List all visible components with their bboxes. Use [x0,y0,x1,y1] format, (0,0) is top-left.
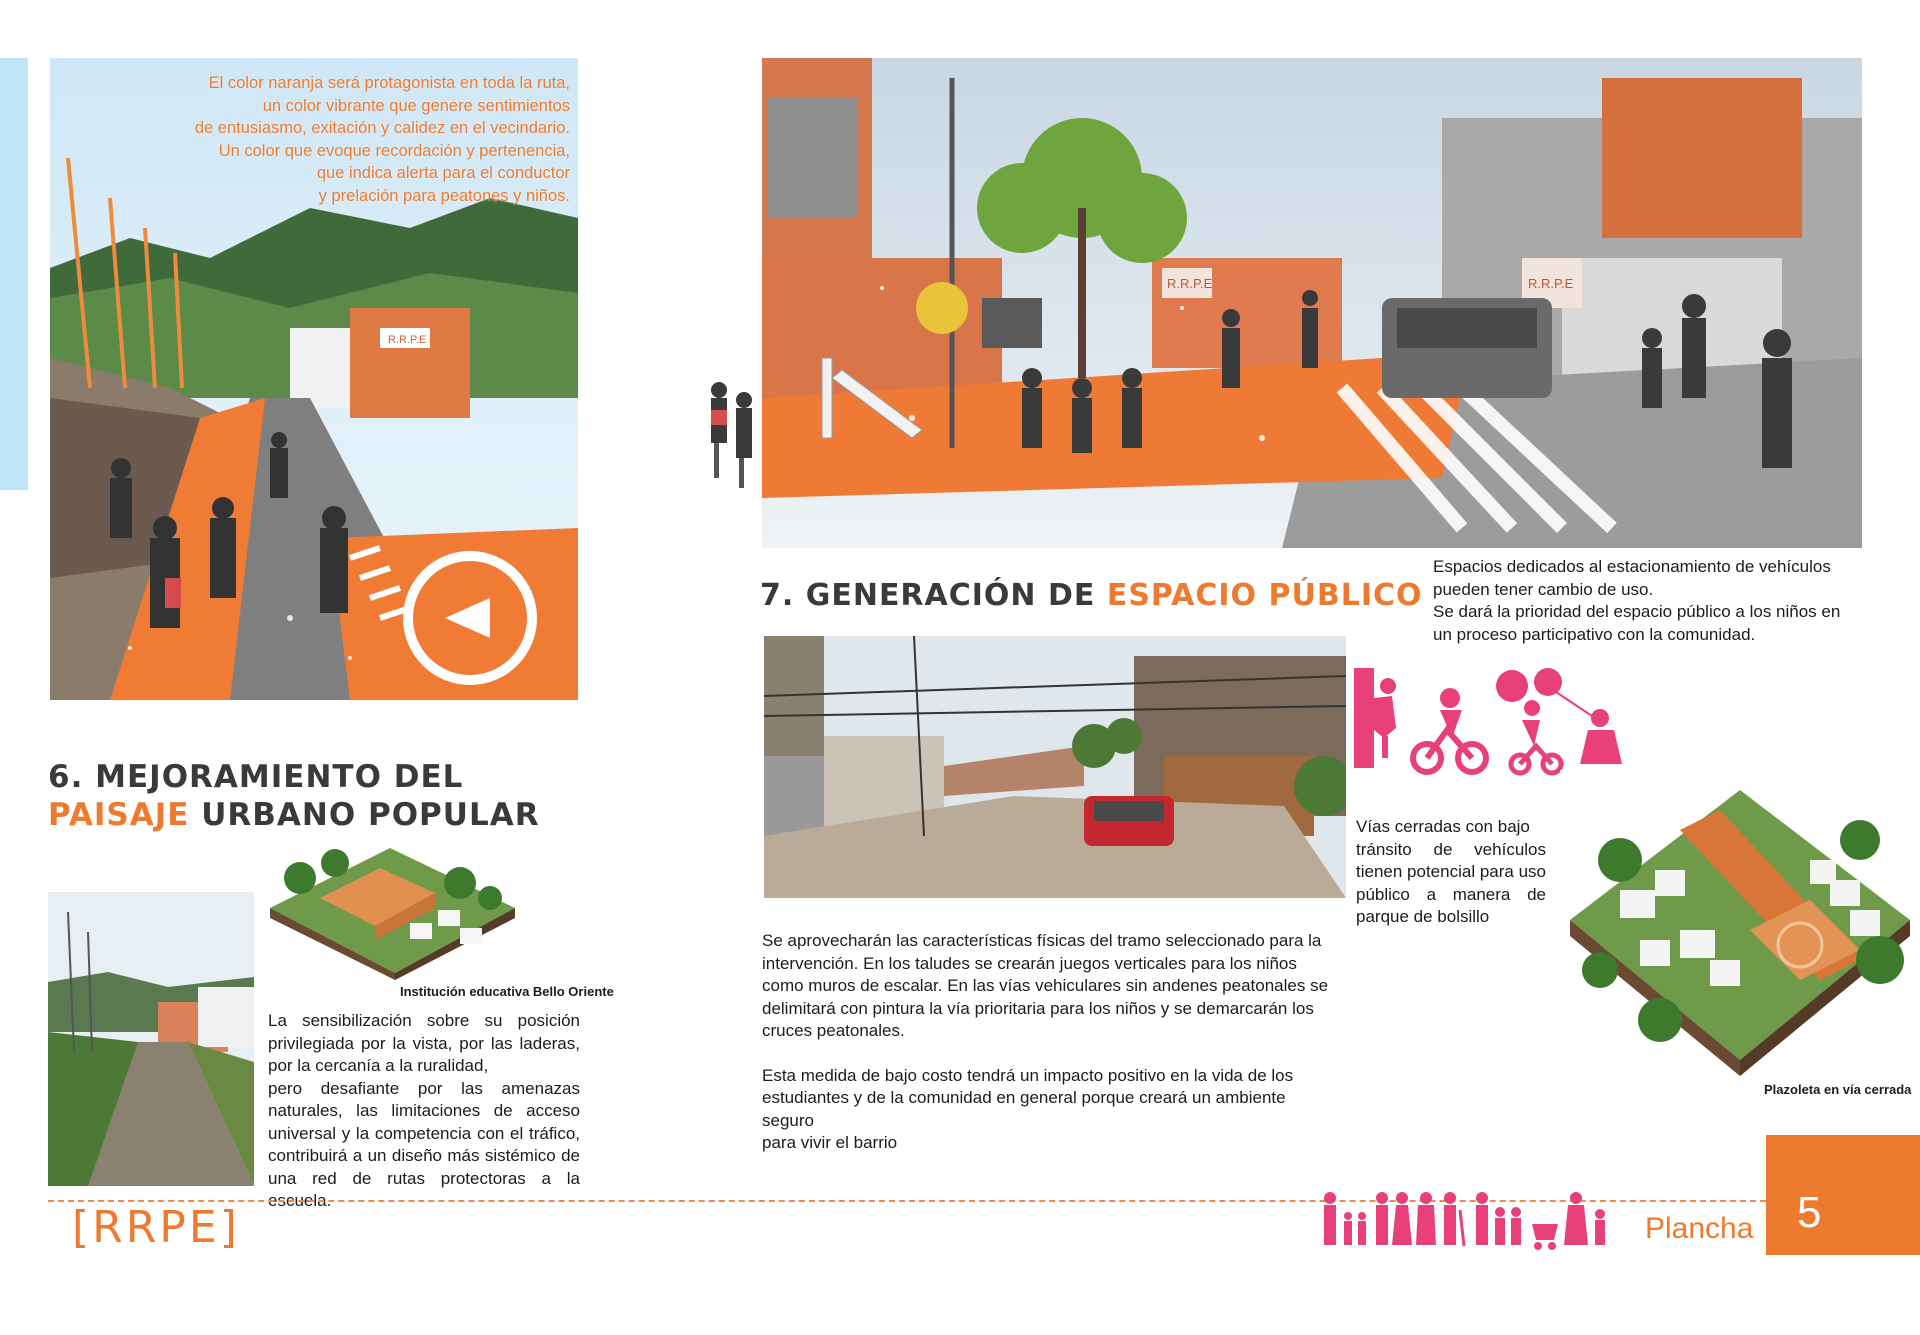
section7-body-line: intervención. En los taludes se crearán juegos verticales para los niños [762,953,1297,973]
sign-rrpe-1: R.R.P.E [1167,276,1213,291]
section7-body-line: delimitará con pintura la vía prioritaria para los niños y se demarcarán los [762,998,1314,1018]
section6-body-line: La sensibilización sobre su posición [268,1011,580,1030]
section6-body-line: pero desafiante por las amenazas [268,1078,580,1098]
closed-roads-text [1356,816,1546,929]
parking-text-line: un proceso participativo con la comunidad. [1433,624,1756,644]
section7-body-line: Esta medida de bajo costo tendrá un impacto positivo en la vida de los [762,1065,1294,1085]
section7-body-line: Se aprovecharán las características físicas del tramo seleccionado para la [762,931,1322,950]
plaza-caption: Plazoleta en vía cerrada [1764,1082,1912,1097]
intro-line: Un color que evoque recordación y pertenencia, [218,141,570,160]
intro-line: que indica alerta para el conductor [316,164,570,182]
intro-line: de entusiasmo, exitación y calidez en el vecindario. [194,119,570,137]
side-accent-bar [0,58,28,490]
sign-rrpe-2: R.R.P.E [1528,276,1574,291]
section6-title-highlight: PAISAJE [48,797,190,833]
climbing-child-icon [1354,668,1396,768]
section6-title-line2 [48,796,540,834]
page-number: 5 [1797,1188,1822,1237]
section6-title-line1: 6. MEJORAMIENTO DEL [48,759,464,795]
children-cutout [704,380,764,490]
section7-body [762,930,1342,1155]
parking-text-line: Se dará la prioridad del espacio público a los niños en [1433,602,1841,621]
sign-rrpe-small: R.R.P.E [388,334,427,346]
section6-title-rest: URBANO POPULAR [189,797,540,833]
public-space-render [762,58,1862,548]
school-3d-model [260,838,522,980]
section6-body-line: contribuirá a un diseño más sistémico de [268,1146,580,1165]
section7-body-line: cruces peatonales. [762,1021,905,1040]
section7-body-line: como muros de escalar. En las vías vehiculares sin andenes peatonales se [762,976,1329,995]
rrpe-logo: [RRPE] [72,1202,240,1253]
section6-body-line: una red de rutas protectoras a la escuela. [268,1168,580,1210]
road-photo [48,892,254,1186]
parking-text-line: Espacios dedicados al estacionamiento de vehículos [1433,557,1831,576]
parking-text [1433,556,1853,646]
parking-text-line: pueden tener cambio de uso. [1433,579,1654,599]
section7-title [760,578,1423,613]
page-number-box [1766,1135,1920,1255]
plancha-label: Plancha [1645,1212,1754,1245]
family-figures-icon [1318,1190,1618,1254]
section6-body-line: privilegiada por la vista, por las laderas, [268,1033,580,1053]
children-activity-icons [1352,668,1632,786]
balloon-child-icon [1534,668,1622,764]
plaza-3d-model [1560,770,1920,1080]
school-caption: Institución educativa Bello Oriente [400,984,614,999]
section7-body-line: estudiantes y de la comunidad en general porque creará un ambiente seguro [762,1088,1286,1130]
section7-title-highlight: ESPACIO PÚBLICO [1106,578,1423,613]
closed-roads-line: Vías cerradas con bajo [1356,817,1530,836]
closed-roads-line: público a manera de [1356,884,1546,904]
closed-roads-line: tienen potencial para uso [1356,862,1546,881]
bicycle-child-icon [1413,730,1486,772]
section6-body-line: naturales, las limitaciones de acceso [268,1101,580,1120]
intro-paragraph [150,72,570,207]
existing-street-photo [764,636,1346,898]
closed-roads-line: tránsito de vehículos [1356,839,1546,859]
closed-roads-line: parque de bolsillo [1356,907,1490,926]
section7-title-prefix: 7. GENERACIÓN DE [760,578,1107,613]
section6-body-line: por la cercanía a la ruralidad, [268,1056,489,1075]
intro-line: un color vibrante que genere sentimientos [262,96,570,115]
section6-title [48,758,540,834]
intro-line: El color naranja será protagonista en toda la ruta, [208,74,570,92]
section6-body-line: universal y la competencia con el tráfico, [268,1123,580,1143]
section7-body-line: para vivir el barrio [762,1133,898,1152]
section6-body [268,1010,580,1213]
intro-line: y prelación para peatones y niños. [318,186,570,205]
